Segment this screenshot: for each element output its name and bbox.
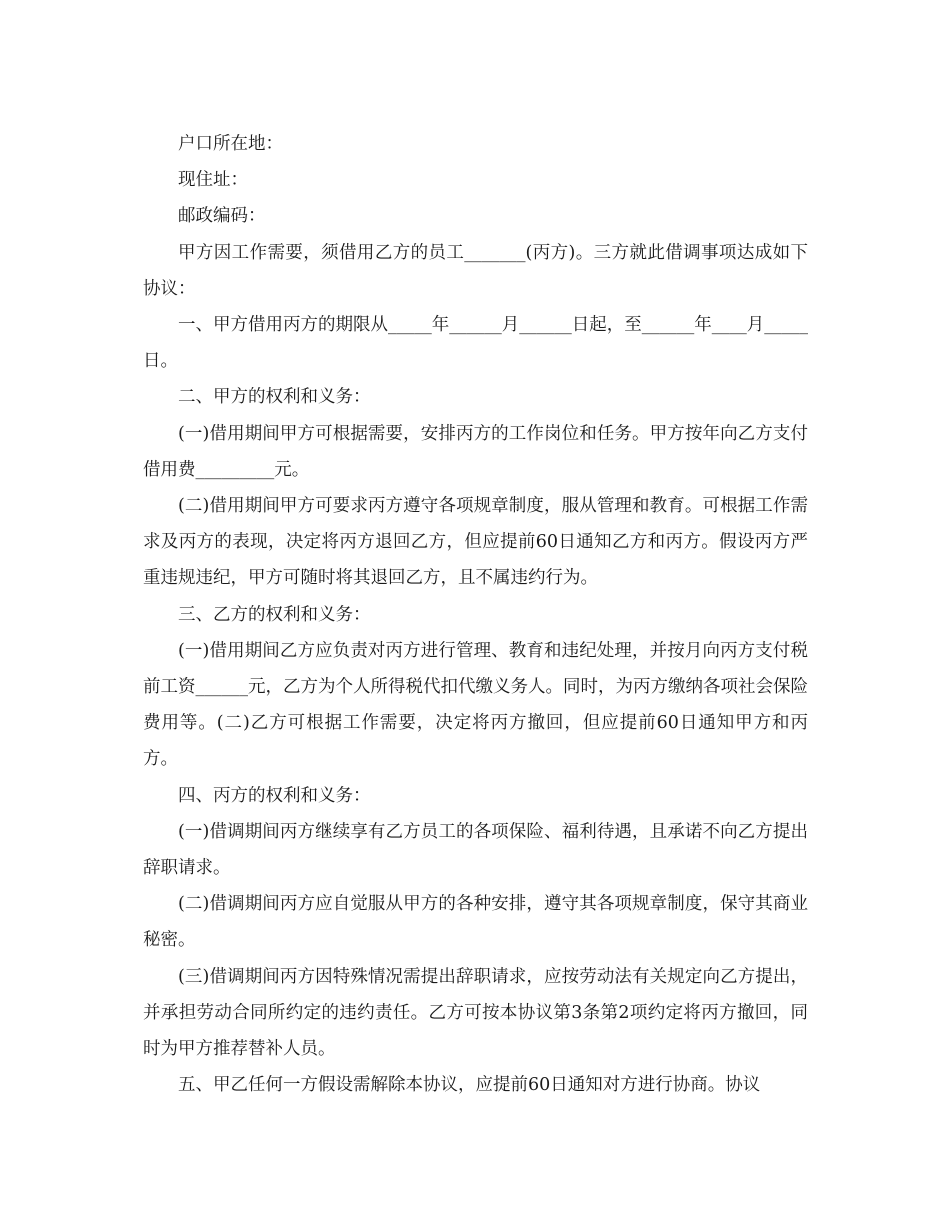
paragraph-party-c-item-3: (三)借调期间丙方因特殊情况需提出辞职请求，应按劳动法有关规定向乙方提出，并承担劳动合同所约定的违约责任。乙方可按本协议第3条第2项约定将丙方撤回，同时为甲方推荐替补人员。	[143, 966, 808, 1060]
paragraph-party-b-items: (一)借用期间乙方应负责对丙方进行管理、教育和违纪处理，并按月向丙方支付税前工资______元，乙方为个人所得税代扣代缴义务人。同时，为丙方缴纳各项社会保险费用等。(二)乙方可根据工作需要，决定将丙方撤回，但应提前60日通知甲方和丙方。	[143, 640, 808, 770]
paragraph-clause-5-termination: 五、甲乙任何一方假设需解除本协议，应提前60日通知对方进行协商。协议	[178, 1075, 761, 1096]
paragraph-clause-1-term: 一、甲方借用丙方的期限从_____年______月______日起，至______年____月_____日。	[143, 315, 808, 372]
paragraph-current-address: 现住址：	[178, 170, 248, 191]
paragraph-postal-code: 邮政编码：	[178, 206, 266, 227]
paragraph-party-c-item-2: (二)借调期间丙方应自觉服从甲方的各种安排，遵守其各项规章制度，保守其商业秘密。	[143, 894, 808, 951]
heading-party-b-rights: 三、乙方的权利和义务：	[178, 604, 371, 625]
paragraph-party-a-item-2: (二)借用期间甲方可要求丙方遵守各项规章制度，服从管理和教育。可根据工作需求及丙方的表现，决定将丙方退回乙方，但应提前60日通知乙方和丙方。假设丙方严重违规违纪，甲方可随时将其退回乙方，且不属违约行为。	[143, 496, 808, 589]
paragraph-household-registration: 户口所在地：	[178, 134, 283, 154]
heading-party-c-rights: 四、丙方的权利和义务：	[178, 785, 371, 806]
paragraph-party-c-item-1: (一)借调期间丙方继续享有乙方员工的各项保险、福利待遇，且承诺不向乙方提出辞职请求。	[143, 821, 808, 879]
paragraph-preamble: 甲方因工作需要，须借用乙方的员工_______(丙方)。三方就此借调事项达成如下协议：	[143, 242, 808, 299]
document-body	[143, 126, 808, 1103]
paragraph-party-a-item-1: (一)借用期间甲方可根据需要，安排丙方的工作岗位和任务。甲方按年向乙方支付借用费_________元。	[143, 423, 808, 480]
heading-party-a-rights: 二、甲方的权利和义务：	[178, 387, 371, 408]
